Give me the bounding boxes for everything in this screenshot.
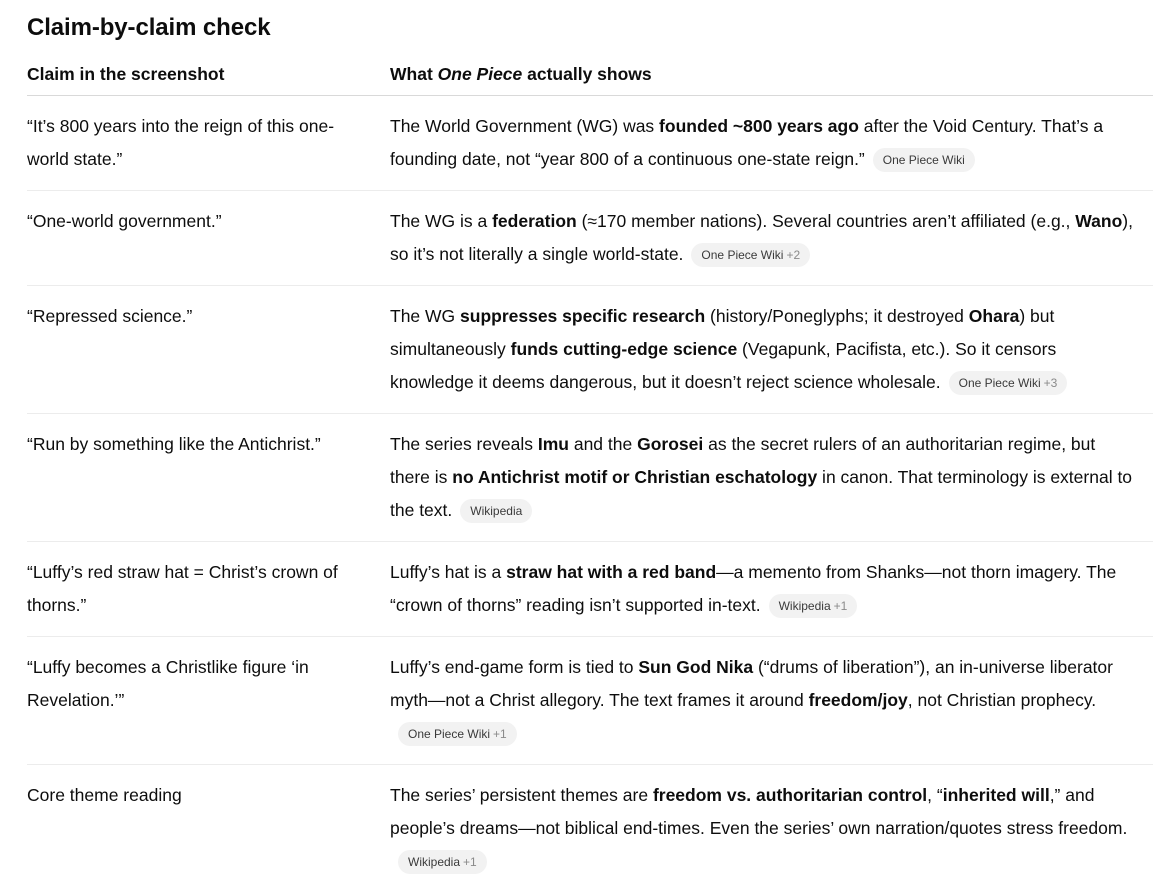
evidence-cell — [390, 765, 1153, 892]
evidence-bold: no Antichrist motif or Christian eschatology — [452, 467, 817, 487]
header-row — [27, 62, 1153, 96]
claim-cell: “Repressed science.” — [27, 286, 390, 414]
evidence-text: The World Government (WG) was — [390, 116, 659, 136]
evidence-bold: federation — [492, 211, 577, 231]
source-name: Wikipedia — [779, 599, 831, 613]
table-row — [27, 765, 1153, 892]
evidence-bold: freedom/joy — [809, 690, 908, 710]
evidence-cell — [390, 414, 1153, 542]
header-show-title: One Piece — [438, 64, 523, 84]
source-more-count: +1 — [493, 727, 507, 741]
source-name: Wikipedia — [470, 504, 522, 518]
evidence-cell — [390, 542, 1153, 637]
source-citation-chip[interactable] — [873, 148, 975, 172]
claim-cell: “Run by something like the Antichrist.” — [27, 414, 390, 542]
source-citation-chip[interactable] — [769, 594, 858, 618]
evidence-bold: Imu — [538, 434, 569, 454]
claim-cell: “Luffy becomes a Christlike figure ‘in Revelation.’” — [27, 637, 390, 765]
section-title: Claim-by-claim check — [27, 12, 1153, 44]
source-name: One Piece Wiki — [408, 727, 490, 741]
evidence-text: The WG is a — [390, 211, 492, 231]
evidence-text: The series’ persistent themes are — [390, 785, 653, 805]
evidence-text: ) but simultaneously — [390, 306, 1054, 359]
table-row — [27, 191, 1153, 286]
evidence-cell — [390, 637, 1153, 765]
source-name: One Piece Wiki — [701, 248, 783, 262]
evidence-bold: funds cutting-edge science — [511, 339, 738, 359]
claims-table — [27, 62, 1153, 892]
source-name: Wikipedia — [408, 855, 460, 869]
header-what-shows — [390, 62, 1153, 96]
source-citation-chip[interactable] — [949, 371, 1068, 395]
evidence-bold: Sun God Nika — [638, 657, 753, 677]
evidence-bold: Ohara — [969, 306, 1020, 326]
evidence-text: (history/Poneglyphs; it destroyed — [705, 306, 969, 326]
evidence-cell — [390, 191, 1153, 286]
claim-cell: “Luffy’s red straw hat = Christ’s crown of thorns.” — [27, 542, 390, 637]
evidence-text: in canon. That terminology is external to the text. — [390, 467, 1132, 520]
evidence-bold: straw hat with a red band — [506, 562, 716, 582]
source-citation-chip[interactable] — [398, 850, 487, 874]
table-row — [27, 637, 1153, 765]
evidence-text: Luffy’s end-game form is tied to — [390, 657, 638, 677]
source-more-count: +1 — [834, 599, 848, 613]
evidence-text: Luffy’s hat is a — [390, 562, 506, 582]
evidence-text: ,” and people’s dreams—not biblical end-times. Even the series’ own narration/quotes stress freedom. — [390, 785, 1127, 838]
claim-cell: “It’s 800 years into the reign of this one-world state.” — [27, 96, 390, 191]
evidence-text: ), so it’s not literally a single world-state. — [390, 211, 1133, 264]
evidence-text: The series reveals — [390, 434, 538, 454]
evidence-text: , not Christian prophecy. — [908, 690, 1096, 710]
evidence-text: (“drums of liberation”), an in-universe liberator myth—not a Christ allegory. The text frames it around — [390, 657, 1113, 710]
source-more-count: +2 — [786, 248, 800, 262]
evidence-text: after the Void Century. That’s a founding date, not “year 800 of a continuous one-state reign.” — [390, 116, 1103, 169]
evidence-bold: Wano — [1075, 211, 1122, 231]
table-body — [27, 96, 1153, 892]
source-name: One Piece Wiki — [883, 153, 965, 167]
evidence-text: as the secret rulers of an authoritarian regime, but there is — [390, 434, 1095, 487]
table-header — [27, 62, 1153, 96]
header-suffix: actually shows — [522, 64, 651, 84]
header-claim: Claim in the screenshot — [27, 62, 390, 96]
evidence-bold: suppresses specific research — [460, 306, 705, 326]
evidence-bold: founded ~800 years ago — [659, 116, 859, 136]
source-citation-chip[interactable] — [398, 722, 517, 746]
source-citation-chip[interactable] — [691, 243, 810, 267]
evidence-bold: freedom vs. authoritarian control — [653, 785, 927, 805]
source-citation-chip[interactable] — [460, 499, 532, 523]
table-row — [27, 286, 1153, 414]
evidence-text: and the — [569, 434, 637, 454]
evidence-text: (Vegapunk, Pacifista, etc.). So it censors knowledge it deems dangerous, but it doesn’t reject science wholesale. — [390, 339, 1056, 392]
evidence-text: —a memento from Shanks—not thorn imagery. The “crown of thorns” reading isn’t supported in-text. — [390, 562, 1116, 615]
source-more-count: +1 — [463, 855, 477, 869]
evidence-cell — [390, 96, 1153, 191]
evidence-cell — [390, 286, 1153, 414]
evidence-text: The WG — [390, 306, 460, 326]
evidence-text: (≈170 member nations). Several countries aren’t affiliated (e.g., — [577, 211, 1076, 231]
table-row — [27, 96, 1153, 191]
table-row — [27, 542, 1153, 637]
evidence-text: , “ — [927, 785, 943, 805]
source-more-count: +3 — [1044, 376, 1058, 390]
source-name: One Piece Wiki — [959, 376, 1041, 390]
claim-cell: “One-world government.” — [27, 191, 390, 286]
evidence-bold: inherited will — [943, 785, 1050, 805]
evidence-bold: Gorosei — [637, 434, 703, 454]
header-prefix: What — [390, 64, 438, 84]
claim-cell: Core theme reading — [27, 765, 390, 892]
table-row — [27, 414, 1153, 542]
